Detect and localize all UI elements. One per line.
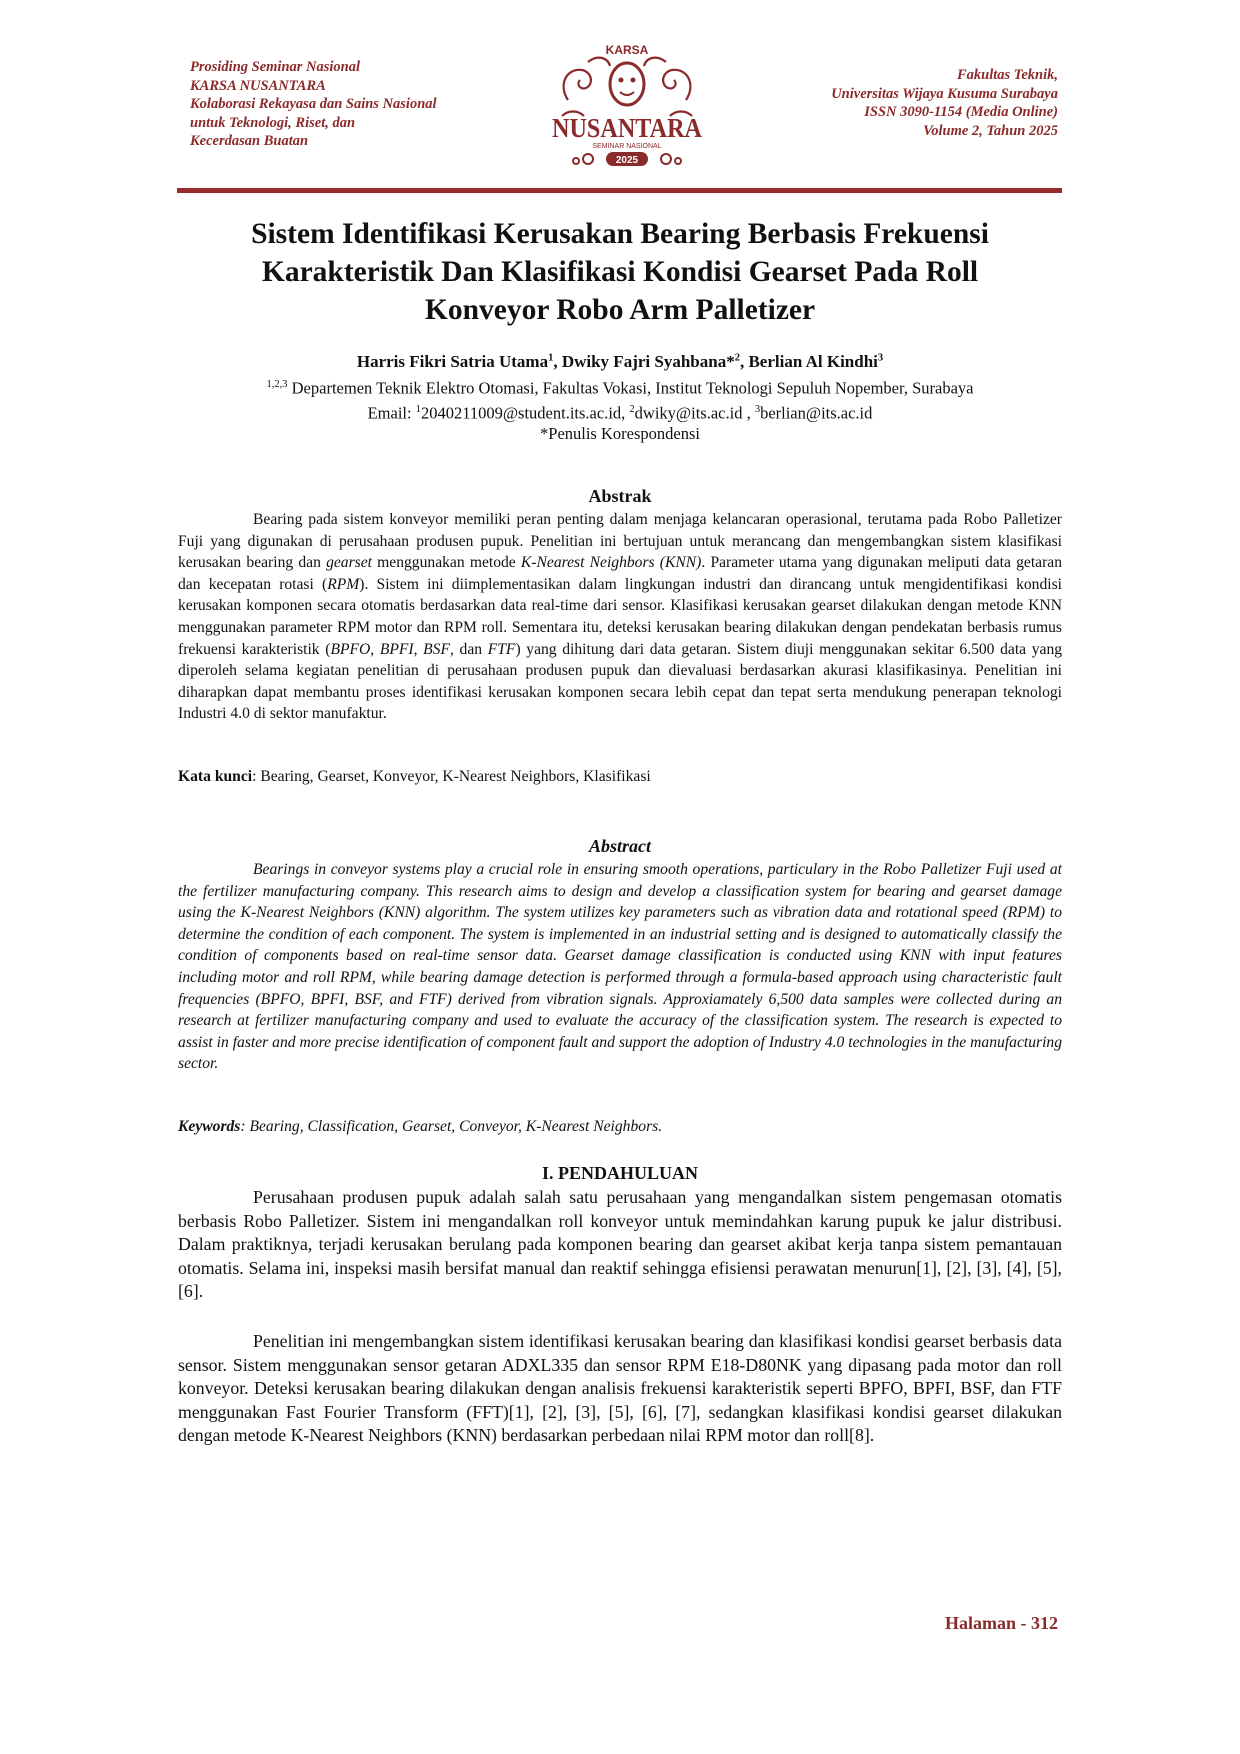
abstrak-text: , (413, 640, 424, 658)
header-left-line: Kecerdasan Buatan (190, 133, 309, 149)
header-left-line: Kolaborasi Rekayasa dan Sains Nasional (190, 96, 437, 112)
author-separator: , (553, 352, 562, 371)
abstrak-text: ) yang dihitung dari data getaran. Sistem diuji menggunakan sekitar 6.500 data yang diperoleh selama kegiatan penelitian di perusahaan produsen pupuk dan dievaluasi berdasarkan akurasi klasifikasinya. Penelitian ini diharapkan dapat membantu proses identifikasi kerusakan komponen secara lebih cepat dan tepat serta mendukung penerapan teknologi Industri 4.0 di sektor manufaktur. (178, 640, 1063, 723)
logo-top-text: KARSA (605, 43, 649, 57)
header-left-line: Prosiding Seminar Nasional (190, 59, 361, 75)
keywords-text: : Bearing, Classification, Gearset, Conveyor, K-Nearest Neighbors. (240, 1118, 663, 1135)
abstract-body: Bearings in conveyor systems play a crucial role in ensuring smooth operations, particulary in the Robo Palletizer Fuji used at the fertilizer manufacturing company. This research aims to design and develop a classification system for bearing and gearset damage using the K-Nearest Neighbors (KNN) algorithm. The system utilizes key parameters such as vibration data and rotational speed (RPM) to determine the condition of each component. The system is implemented in an industrial setting and is designed to automatically classify the condition of components based on real-time sensor data. Gearset damage classification is conducted using KNN with input features including motor and roll RPM, while bearing damage detection is performed through a formula-based approach using characteristic fault frequencies (BPFO, BPFI, BSF, and FTF) derived from vibration signals. Approxiamately 6,500 data samples were collected during an research at fertilizer manufacturing company and used to evaluate the accuracy of the classification system. The research is expected to assist in faster and more precise identification of component fault and support the adoption of Industry 4.0 technologies in the manufacturing sector. (178, 861, 1062, 1073)
email-label: Email: (367, 403, 416, 422)
email-address[interactable]: 2040211009@student.its.ac.id, (420, 403, 630, 422)
title-line: Konveyor Robo Arm Palletizer (424, 294, 816, 326)
header-divider (177, 188, 1062, 193)
abstrak-text: , dan (450, 640, 488, 658)
author-name: Harris Fikri Satria Utama (356, 352, 549, 371)
logo-year: 2025 (615, 155, 639, 166)
paper-title (150, 215, 1090, 329)
abstrak-text: menggunakan metode (371, 554, 521, 572)
header-right-line: Fakultas Teknik, (957, 67, 1058, 83)
header-left-line: untuk Teknologi, Riset, dan (190, 114, 356, 131)
author-affil-sup: 1 (548, 352, 554, 364)
affiliation-sup: 1,2,3 (266, 379, 288, 390)
author-name: Dwiky Fajri Syahbana* (561, 352, 735, 371)
email-address[interactable]: berlian@its.ac.id (760, 403, 873, 422)
abstrak-text: ). Sistem ini diimplementasikan dalam lingkungan industri dan dirancang untuk mengidentifikasi kondisi kerusakan komponen secara otomatis berdasarkan data real-time dari sensor. Klasifikasi kerusakan gearset dilakukan dengan metode KNN menggunakan parameter RPM motor dan RPM roll. Sementara itu, deteksi kerusakan bearing dilakukan dengan pendekatan berbasis rumus frekuensi karakteristik ( (178, 575, 1062, 658)
abstrak-heading: Abstrak (588, 486, 652, 506)
abstrak-text: Bearing pada sistem konveyor memiliki peran penting dalam menjaga kelancaran operasional, terutama pada Robo Palletizer Fuji yang digunakan di perusahaan produsen pupuk. Penelitian ini bertujuan untuk merancang dan mengembangkan sistem klasifikasi kerusakan bearing dan (178, 511, 1062, 572)
abstrak-text: , (370, 640, 380, 658)
kata-kunci-label: Kata kunci (178, 768, 253, 785)
author-separator: , (739, 352, 749, 371)
keywords-label: Keywords (178, 1118, 241, 1135)
body-paragraph: Penelitian ini mengembangkan sistem identifikasi kerusakan bearing dan klasifikasi kondisi gearset berbasis data sensor. Sistem menggunakan sensor getaran ADXL335 dan sensor RPM E18-D80NK yang dipasang pada motor dan roll konveyor. Deteksi kerusakan bearing dilakukan dengan analisis frekuensi karakteristik seperti BPFO, BPFI, BSF, dan FTF menggunakan Fast Fourier Transform (FFT)[1], [2], [3], [5], [6], [7], sedangkan klasifikasi kondisi gearset dilakukan dengan metode K-Nearest Neighbors (KNN) berdasarkan perbedaan nilai RPM motor dan roll[8]. (178, 1331, 1062, 1446)
page-number: Halaman - 312 (944, 1613, 1058, 1633)
header-left-line: KARSA NUSANTARA (190, 77, 326, 94)
header-left-block (190, 58, 490, 151)
email-sup: 2 (629, 403, 635, 415)
author-affil-sup: 3 (877, 352, 884, 364)
abstrak-italic: gearset (326, 554, 372, 572)
abstrak-italic: RPM (327, 575, 360, 593)
header-right-line: Universitas Wijaya Kusuma Surabaya (831, 85, 1058, 102)
kata-kunci (178, 768, 1062, 786)
kata-kunci-text: : Bearing, Gearset, Konveyor, K-Nearest Neighbors, Klasifikasi (252, 768, 651, 785)
abstrak-italic: K-Nearest Neighbors (KNN) (520, 554, 702, 572)
author-list (150, 352, 1090, 372)
abstrak-italic: BSF (423, 640, 451, 658)
header-right-line: Volume 2, Tahun 2025 (923, 122, 1058, 139)
affiliation-line (150, 374, 1090, 399)
email-line (150, 399, 1090, 424)
email-sup: 3 (754, 403, 761, 415)
abstrak-italic: BPFI (379, 640, 414, 658)
title-line: Sistem Identifikasi Kerusakan Bearing Berbasis Frekuensi (251, 218, 989, 250)
header-right-block (758, 66, 1058, 140)
body-paragraph: Perusahaan produsen pupuk adalah salah satu perusahaan yang mengandalkan sistem pengemasan otomatis berbasis Robo Palletizer. Sistem ini mengandalkan roll konveyor untuk memindahkan karung pupuk ke jalur distribusi. Dalam praktiknya, terjadi kerusakan berulang pada komponen bearing dan gearset akibat kerja tanpa sistem pemantauan otomatis. Selama ini, inspeksi masih bersifat manual dan reaktif sehingga efisiensi perawatan menurun[1], [2], [3], [4], [5], [6]. (178, 1187, 1062, 1302)
affiliation-text: Departemen Teknik Elektro Otomasi, Fakultas Vokasi, Institut Teknologi Sepuluh Nopember, Surabaya (287, 378, 974, 398)
email-address[interactable]: dwiky@its.ac.id , (634, 403, 755, 422)
header-right-line: ISSN 3090-1154 (Media Online) (864, 104, 1058, 120)
karsa-nusantara-logo (548, 40, 706, 178)
email-sup: 1 (415, 403, 421, 415)
abstrak-italic: FTF (487, 640, 516, 658)
abstract-heading: Abstract (588, 836, 651, 856)
affiliation-block (150, 374, 1090, 444)
corresponding-note: *Penulis Korespondensi (540, 424, 700, 443)
keywords (178, 1118, 1062, 1136)
author-affil-sup: 2 (734, 352, 740, 364)
abstrak-body (178, 509, 1062, 725)
abstrak-text: . Parameter utama yang digunakan meliputi data getaran dan kecepatan rotasi ( (178, 554, 1062, 593)
section-heading: I. PENDAHULUAN (541, 1163, 698, 1183)
author-name: Berlian Al Kindhi (748, 352, 878, 371)
title-line: Karakteristik Dan Klasifikasi Kondisi Gearset Pada Roll (261, 256, 979, 288)
logo-main-text: NUSANTARA (552, 113, 703, 143)
logo-sub-text: SEMINAR NASIONAL (592, 143, 662, 150)
abstrak-italic: BPFO (330, 640, 371, 658)
